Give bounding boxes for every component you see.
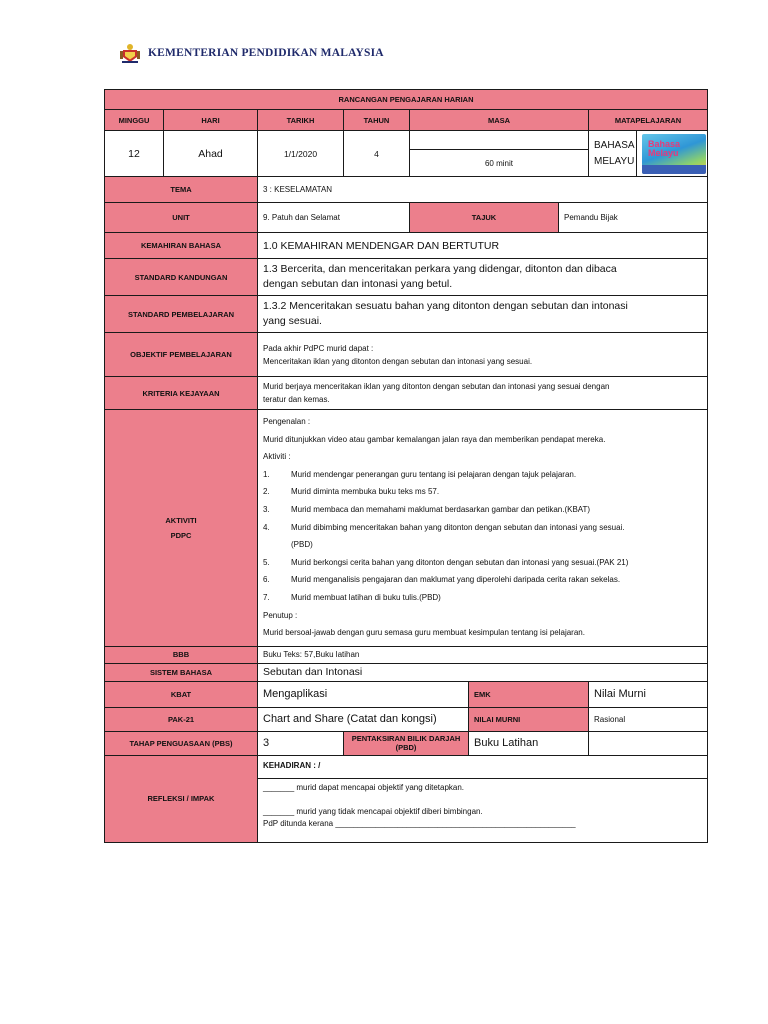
- unit-label: UNIT: [105, 203, 258, 233]
- sk-line1: 1.3 Bercerita, dan menceritakan perkara yang didengar, ditonton dan dibaca: [263, 263, 617, 275]
- pak21-value: Chart and Share (Catat dan kongsi): [258, 707, 469, 731]
- subject-line2: MELAYU: [594, 155, 635, 167]
- activity-item: [263, 554, 702, 572]
- activity-item-number: 6.: [263, 575, 270, 585]
- activity-list: [263, 466, 702, 607]
- activity-item: [263, 483, 702, 501]
- sk-line2: dengan sebutan dan intonasi yang betul.: [263, 278, 453, 290]
- refleksi-label: REFLEKSI / IMPAK: [105, 755, 258, 842]
- ministry-name: KEMENTERIAN PENDIDIKAN MALAYSIA: [148, 47, 384, 59]
- objektif-line1: Pada akhir PdPC murid dapat :: [263, 343, 374, 353]
- activity-item-text: Murid membaca dan memahami maklumat berdasarkan gambar dan petikan.(KBAT): [291, 504, 591, 514]
- activity-item-text: (PBD): [291, 540, 313, 550]
- activity-item: [263, 501, 702, 519]
- emk-label: EMK: [469, 681, 589, 707]
- tajuk-value: Pemandu Bijak: [559, 203, 708, 233]
- aktiviti-sublabel: Aktiviti :: [263, 452, 291, 462]
- sp-line1: 1.3.2 Menceritakan sesuatu bahan yang ditonton dengan sebutan dan intonasi: [263, 300, 628, 312]
- activity-item-number: 4.: [263, 522, 270, 532]
- tahun-value: 4: [344, 131, 410, 177]
- book-cover-cell: [637, 131, 708, 177]
- lesson-plan-table: [104, 89, 708, 843]
- activity-item: [263, 536, 702, 554]
- masa-value: 60 minit: [484, 158, 513, 168]
- tahap-label: TAHAP PENGUASAAN (PBS): [105, 731, 258, 755]
- activity-item-number: 1.: [263, 469, 270, 479]
- bbb-value: Buku Teks: 57,Buku latihan: [258, 646, 708, 663]
- refleksi-line2: _______ murid yang tidak mencapai objektif diberi bimbingan.: [263, 806, 483, 816]
- activity-item-number: 2.: [263, 487, 270, 497]
- kriteria-line2: teratur dan kemas.: [263, 395, 330, 404]
- nilai-murni-label: NILAI MURNI: [469, 707, 589, 731]
- tema-value: 3 : KESELAMATAN: [258, 177, 708, 203]
- aktiviti-label1: AKTIVITI: [165, 515, 197, 525]
- tarikh-value: 1/1/2020: [258, 131, 344, 177]
- activity-item-number: 5.: [263, 557, 270, 567]
- activity-item-text: Murid diminta membuka buku teks ms 57.: [291, 487, 440, 497]
- kemahiran-value: 1.0 KEMAHIRAN MENDENGAR DAN BERTUTUR: [258, 233, 708, 259]
- sistem-bahasa-label: SISTEM BAHASA: [105, 663, 258, 681]
- book-cover-image: [642, 134, 706, 174]
- masa-cell: [410, 131, 589, 177]
- refleksi-content: [258, 755, 708, 842]
- sk-label: STANDARD KANDUNGAN: [105, 259, 258, 296]
- tahap-value: 3: [258, 731, 344, 755]
- penutup-text: Murid bersoal-jawab dengan guru semasa guru membuat kesimpulan tentang isi pelajaran.: [263, 628, 585, 638]
- aktiviti-content: [258, 410, 708, 647]
- book-cover-title: Bahasa Melayu: [648, 138, 681, 158]
- pengenalan-label: Pengenalan :: [263, 417, 311, 426]
- activity-item: [263, 519, 702, 537]
- activity-item-number: 3.: [263, 504, 270, 514]
- aktiviti-label2: PDPC: [170, 530, 192, 540]
- col-masa: MASA: [410, 110, 589, 131]
- pengenalan-text: Murid ditunjukkan video atau gambar kemalangan jalan raya dan memberikan pendapat mereka.: [263, 434, 606, 444]
- emk-value: Nilai Murni: [589, 681, 708, 707]
- kriteria-line1: Murid berjaya menceritakan iklan yang ditonton dengan sebutan dan intonasi yang sesuai dengan: [263, 382, 610, 391]
- bbb-label: BBB: [105, 646, 258, 663]
- subject-line1: BAHASA: [594, 139, 635, 151]
- kemahiran-label: KEMAHIRAN BAHASA: [105, 233, 258, 259]
- pbd-label: PENTAKSIRAN BILIK DARJAH (PBD): [344, 731, 469, 755]
- kriteria-label: KRITERIA KEJAYAAN: [105, 377, 258, 410]
- activity-item-text: Murid dibimbing menceritakan bahan yang ditonton dengan sebutan dan intonasi yang sesuai.: [291, 522, 625, 532]
- kriteria-value: [258, 377, 708, 410]
- pbd-empty: [589, 731, 708, 755]
- col-tarikh: TARIKH: [258, 110, 344, 131]
- malaysia-crest-icon: [118, 41, 142, 65]
- sp-line2: yang sesuai.: [263, 315, 322, 327]
- sistem-bahasa-value: Sebutan dan Intonasi: [258, 663, 708, 681]
- tema-label: TEMA: [105, 177, 258, 203]
- objektif-label: OBJEKTIF PEMBELAJARAN: [105, 333, 258, 377]
- objektif-value: [258, 333, 708, 377]
- pak21-label: PAK-21: [105, 707, 258, 731]
- ministry-header: [118, 40, 384, 66]
- sp-label: STANDARD PEMBELAJARAN: [105, 296, 258, 333]
- activity-item-text: Murid membuat latihan di buku tulis.(PBD): [291, 592, 441, 602]
- minggu-value: 12: [105, 131, 164, 177]
- sk-value: [258, 259, 708, 296]
- activity-item-text: Murid mendengar penerangan guru tentang isi pelajaran dengan tajuk pelajaran.: [291, 469, 577, 479]
- kehadiran-line: KEHADIRAN : /: [263, 760, 321, 770]
- col-matapelajaran: MATAPELAJARAN: [589, 110, 708, 131]
- activity-item: [263, 571, 702, 589]
- activity-item-text: Murid berkongsi cerita bahan yang ditonton dengan sebutan dan intonasi yang sesuai.(PAK 21): [291, 557, 629, 567]
- unit-value: 9. Patuh dan Selamat: [258, 203, 410, 233]
- activity-item-number: 7.: [263, 592, 270, 602]
- sp-value: [258, 296, 708, 333]
- col-tahun: TAHUN: [344, 110, 410, 131]
- aktiviti-label: [105, 410, 258, 647]
- hari-value: Ahad: [164, 131, 258, 177]
- nilai-murni-value: Rasional: [589, 707, 708, 731]
- activity-item-text: Murid menganalisis pengajaran dan maklumat yang diperolehi daripada cerita rakan sekelas.: [291, 575, 621, 585]
- col-minggu: MINGGU: [105, 110, 164, 131]
- kbat-value: Mengaplikasi: [258, 681, 469, 707]
- table-title: RANCANGAN PENGAJARAN HARIAN: [105, 90, 708, 110]
- objektif-line2: Menceritakan iklan yang ditonton dengan sebutan dan intonasi yang sesuai.: [263, 356, 533, 366]
- refleksi-line1: _______ murid dapat mencapai objektif yang ditetapkan.: [263, 782, 465, 792]
- tajuk-label: TAJUK: [410, 203, 559, 233]
- activity-item: [263, 589, 702, 607]
- col-hari: HARI: [164, 110, 258, 131]
- kbat-label: KBAT: [105, 681, 258, 707]
- subject-cell: [589, 131, 637, 177]
- refleksi-line3: PdP ditunda kerana ______________________________________________________: [263, 818, 576, 828]
- activity-item: [263, 466, 702, 484]
- pbd-value: Buku Latihan: [469, 731, 589, 755]
- penutup-label: Penutup :: [263, 610, 298, 620]
